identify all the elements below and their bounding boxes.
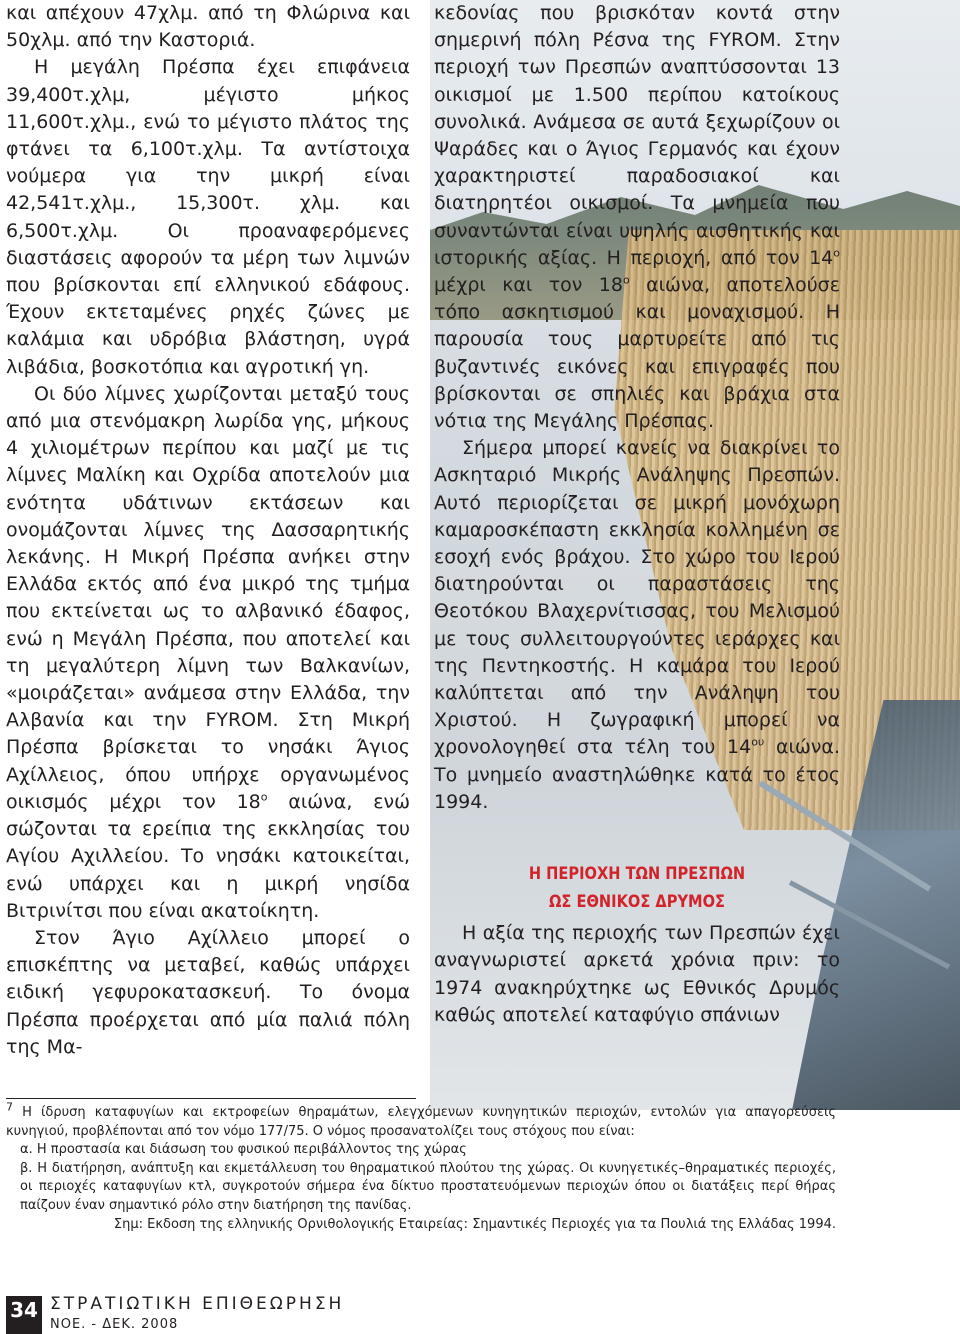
superscript: ου: [751, 736, 765, 750]
paragraph: Η μεγάλη Πρέσπα έχει επιφάνεια 39,400τ.χλμ, μέγιστο μήκος 11,600τ.χλμ., ενώ το μέγιστο πλάτος της φτάνει τα 6,100τ.χλμ. Τα αντίστοιχα νούμερα για την μικρή είναι 42,541τ.χλμ., 15,300τ. χλμ. και 6,500τ.χλμ. Οι προαναφερόμενες διαστάσεις αφορούν τα μέρη των λιμνών που βρίσκονται επί ελληνικού εδάφους. Έχουν εκτεταμένες ρηχές ζώνες με καλάμια και υδρόβια βλάστηση, υγρά λιβάδια, βοσκοτόπια και αγροτική γη.: [6, 56, 410, 378]
footnote-number: 7: [6, 1100, 13, 1114]
page-number: 34: [10, 1298, 38, 1322]
heading-line: Η ΠΕΡΙΟΧΗ ΤΩΝ ΠΡΕΣΠΩΝ: [528, 864, 746, 885]
text-run: αιώνα, αποτελούσε τόπο ασκητισμού και μοναχισμού. Η παρουσία τους μαρτυρείτε από τις βυζαντινές εικόνες και επιγραφές που βρίσκονται σε σπηλιές και βράχια στα νότια της Μεγάλης Πρέσπας.: [434, 274, 840, 433]
heading-line: ΩΣ ΕΘΝΙΚΟΣ ΔΡΥΜΟΣ: [548, 892, 726, 913]
right-text-column: [434, 0, 840, 1029]
text-run: κεδονίας που βρισκόταν κοντά στην σημερινή πόλη Ρέσνα της FYROM. Στην περιοχή των Πρεσπών αναπτύσσονται 13 οικισμοί με 1.500 περίπου κατοίκους συνολικά. Ανάμεσα σε αυτά ξεχωρίζουν οι Ψαράδες και ο Άγιος Γερμανός και έχουν χαρακτηριστεί παραδοσιακοί και διατηρητέοι οικισμοί. Τα μνημεία που συναντώνται είναι υψηλής αισθητικής και ιστορικής αξίας. Η περιοχή, από τον 14: [434, 2, 840, 269]
section-heading: [462, 860, 811, 916]
footnote-intro: [6, 1100, 836, 1141]
text-run: αιώνα. Το μνημείο αναστηλώθηκε κατά το έτος 1994.: [434, 736, 840, 813]
paragraph: Στον Άγιο Αχίλλειο μπορεί ο επισκέπτης να μεταβεί, καθώς υπάρχει ειδική γεφυροκατασκευή. Το όνομα Πρέσπα προέρχεται από μία παλιά πόλη της Μα-: [6, 926, 410, 1058]
text-run: Η ίδρυση καταφυγίων και εκτροφείων θηραμάτων, ελεγχόμενων κυνηγητικών περιοχών, εντολών για απαγορεύσεις κυνηγιού, προβλέπονται από τον νόμο 177/75. Ο νόμος προσανατολίζει τους στόχους που είναι:: [6, 1105, 836, 1139]
footnote-rule: [6, 1098, 416, 1099]
text-run: Σήμερα μπορεί κανείς να διακρίνει το Ασκηταριό Μικρής Ανάληψης Πρεσπών. Αυτό περιορίζεται σε μικρή μονόχωρη καμαροσκέπαστη εκκλησία κολλημένη σε εσοχή ενός βράχου. Στο χώρο του Ιερού διατηρούνται οι παραστάσεις της Θεοτόκου Βλαχερνίτισσας, του Μελισμού με τους συλλειτουργούντες ιεράρχες και της Πεντηκοστής. Η καμάρα του Ιερού καλύπτεται από την Ανάληψη του Χριστού. Η ζωγραφική μπορεί να χρονολογηθεί στα τέλη του 14: [434, 437, 840, 759]
page-number-box: [6, 1296, 42, 1334]
superscript: ο: [260, 790, 268, 804]
footnote: [6, 1100, 836, 1234]
footnote-note: Σημ: Εκδοση της ελληνικής Ορνιθολογικής Εταιρείας: Σημαντικές Περιοχές για τα Πουλιά της Ελλάδας 1994.: [113, 1216, 836, 1232]
text-run: μέχρι και τον 18: [434, 274, 623, 297]
footnote-item: α. Η προστασία και διάσωση του φυσικού περιβάλλοντος της χώρας: [20, 1142, 467, 1158]
magazine-name: ΣΤΡΑΤΙΩΤΙΚΗ ΕΠΙΘΕΩΡΗΣΗ: [50, 1294, 345, 1314]
text-run: αιώνα, ενώ σώζονται τα ερείπια της εκκλησίας του Αγίου Αχιλλείου. Το νησάκι κατοικείται, ενώ υπάρχει και η μικρή νησίδα Βιτρινίτσι που είναι ακατοίκητη.: [6, 790, 410, 922]
paragraph: Η αξία της περιοχής των Πρεσπών έχει αναγνωριστεί αρκετά χρόνια πριν: το 1974 ανακηρύχτηκε ως Εθνικός Δρυμός καθώς αποτελεί καταφύγιο σπάνιων: [434, 922, 840, 1026]
footnote-item: β. Η διατήρηση, ανάπτυξη και εκμετάλλευση του θηραματικού πλούτου της χώρας. Οι κυνηγετικές–θηραματικές περιοχές, οι περιοχές καταφυγίων κτλ, συγκροτούν σήμερα ένα δίκτυο προστατευόμενων περιοχών όπου οι διατάξεις περί θήρας παίζουν έναν σημαντικό ρόλο στην διατήρηση της πανίδας.: [20, 1160, 836, 1213]
text-run: Οι δύο λίμνες χωρίζονται μεταξύ τους από μια στενόμακρη λωρίδα γης, μήκους 4 χιλιομέτρων περίπου και μαζί με τις λίμνες Μαλίκη και Οχρίδα αποτελούν μια ενότητα υδάτινων εκτάσεων και ονομάζονται λίμνες της Δασσαρητικής λεκάνης. Η Μικρή Πρέσπα ανήκει στην Ελλάδα εκτός από ένα μικρό της τμήμα που εκτείνεται ως το αλβανικό έδαφος, ενώ η Μεγάλη Πρέσπα, που αποτελεί και τη μεγαλύτερη λίμνη των Βαλκανίων, «μοιράζεται» ανάμεσα στην Ελλάδα, την Αλβανία και την FYROM. Στη Μικρή Πρέσπα βρίσκεται το νησάκι Άγιος Αχίλλειος, όπου υπήρχε οργανωμένος οικισμός μέχρι τον 18: [6, 382, 410, 813]
superscript: ο: [622, 273, 630, 287]
paragraph: [434, 0, 840, 435]
paragraph: [434, 435, 840, 816]
superscript: ο: [833, 246, 840, 260]
left-text-column: [6, 0, 410, 1061]
issue-date: ΝΟΕ. - ΔΕΚ. 2008: [50, 1317, 179, 1332]
paragraph: [6, 381, 410, 925]
paragraph: και απέχουν 47χλμ. από τη Φλώρινα και 50χλμ. από την Καστοριά.: [6, 2, 410, 52]
